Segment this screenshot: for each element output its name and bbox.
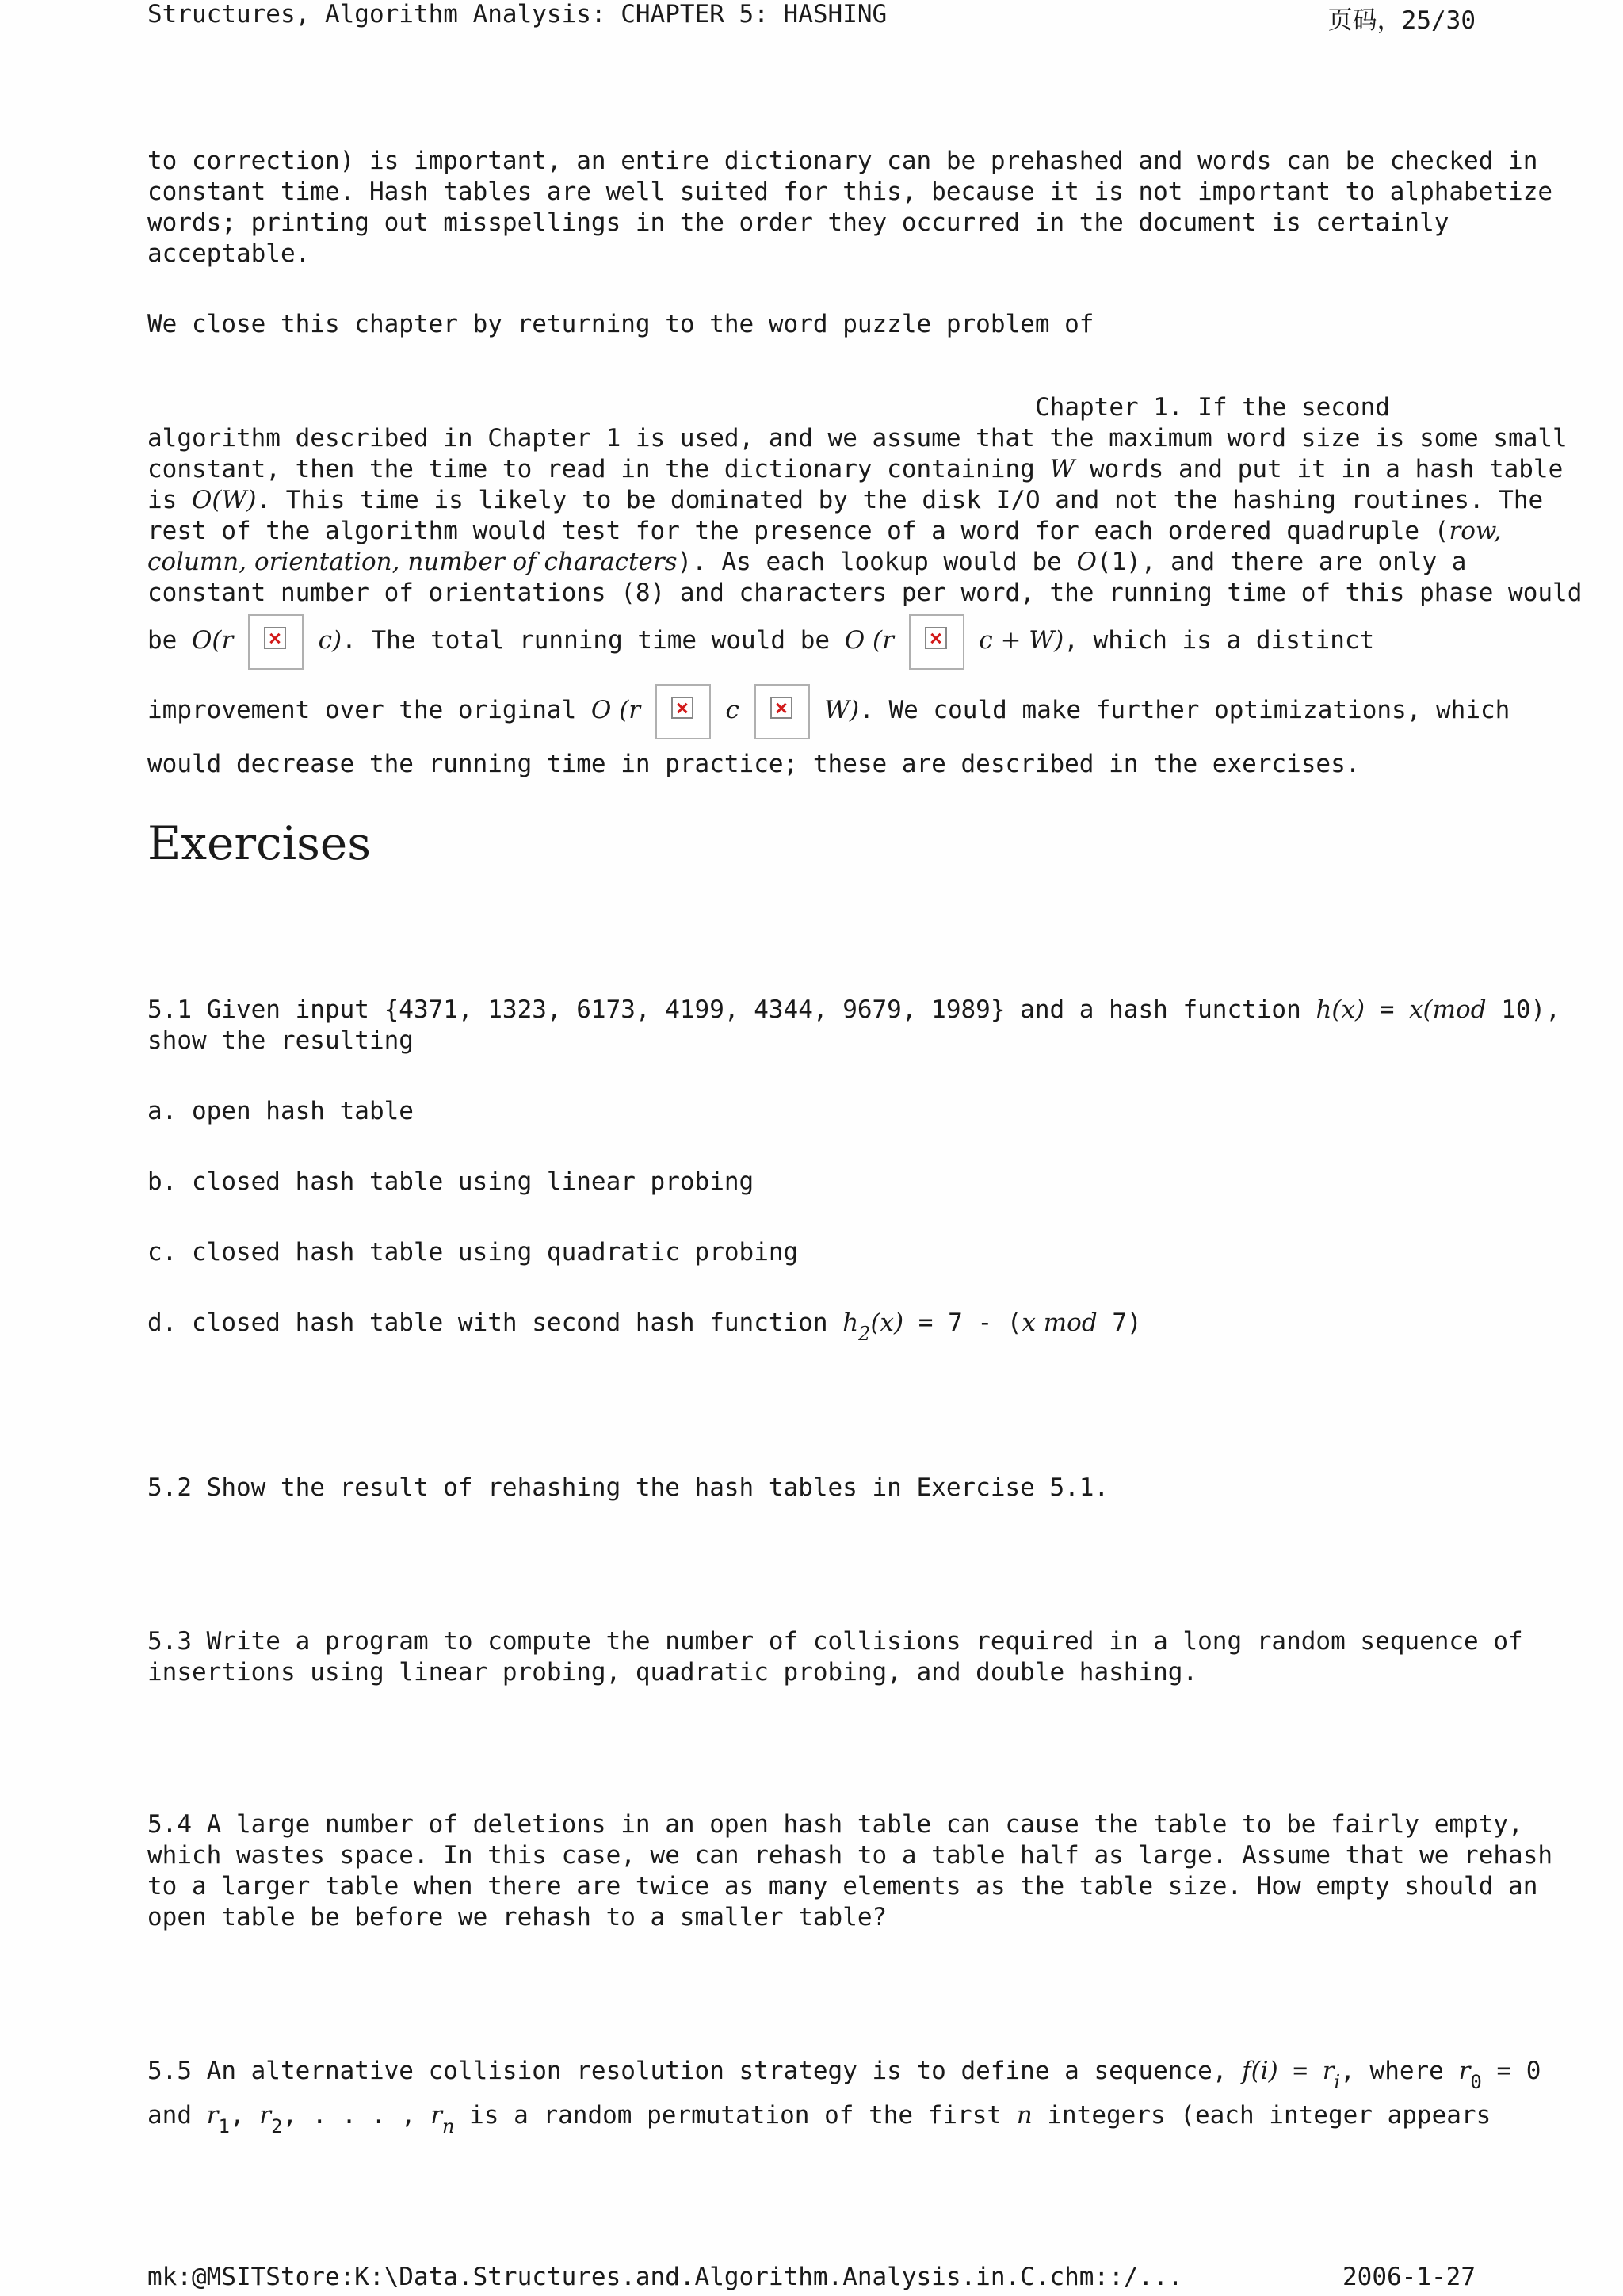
text-span: . We could make further optimizations, which xyxy=(859,696,1510,724)
text-line xyxy=(147,678,1510,742)
math-expr: c) xyxy=(318,626,342,655)
broken-image-icon xyxy=(754,684,810,739)
math-var: O xyxy=(1076,548,1097,576)
exercise-5-3: 5.3 Write a program to compute the number of collisions required in a long random sequence of xyxy=(147,1627,1523,1656)
exercise-option-b: b. closed hash table using linear probing xyxy=(147,1167,754,1196)
text-span: 7) xyxy=(1097,1308,1142,1337)
math-var: r xyxy=(206,2101,219,2130)
math-var: c xyxy=(725,696,739,724)
math-expr: O(W) xyxy=(192,486,257,514)
math-expr: f(i) xyxy=(1242,2057,1278,2085)
text-span: . This time is likely to be dominated by the disk I/O and not the hashing routines. The xyxy=(256,486,1544,514)
math-var: r xyxy=(1458,2057,1471,2085)
text-span: = 7 - ( xyxy=(903,1308,1022,1337)
text-line: acceptable. xyxy=(147,239,311,268)
exercise-option-a: a. open hash table xyxy=(147,1097,414,1125)
text-span: words and put it in a hash table xyxy=(1075,455,1564,483)
text-span: (1), and there are only a xyxy=(1096,548,1467,576)
math-subscript: 2 xyxy=(858,1323,871,1345)
math-expr: row, xyxy=(1449,517,1502,545)
text-span: , xyxy=(229,2101,260,2130)
exercise-5-4: 5.4 A large number of deletions in an open hash table can cause the table to be fairly empty, xyxy=(147,1810,1523,1839)
footer-date: 2006-1-27 xyxy=(1342,2263,1476,2291)
math-expr: h(x) xyxy=(1316,995,1365,1024)
exercise-5-2: 5.2 Show the result of rehashing the hash tables in Exercise 5.1. xyxy=(147,1473,1109,1502)
text-span: improvement over the original xyxy=(147,696,591,724)
text-span: and xyxy=(147,2101,207,2130)
text-line: to correction) is important, an entire dictionary can be prehashed and words can be checked in xyxy=(147,147,1538,175)
text-span: integers (each integer appears xyxy=(1032,2101,1491,2130)
text-span: 5.5 An alternative collision resolution strategy is to define a sequence, xyxy=(147,2057,1243,2085)
text-line xyxy=(147,454,1563,485)
math-expr: x(mod xyxy=(1409,995,1487,1024)
math-expr: O (r xyxy=(590,696,641,724)
text-line: to a larger table when there are twice as many elements as the table size. How empty should an xyxy=(147,1872,1538,1901)
exercise-option-c: c. closed hash table using quadratic probing xyxy=(147,1238,799,1266)
exercise-5-5 xyxy=(147,2056,1541,2093)
text-line: constant number of orientations (8) and characters per word, the running time of this phase would xyxy=(147,579,1583,607)
text-span: , where xyxy=(1340,2057,1459,2085)
math-expr: (x) xyxy=(870,1308,904,1337)
text-line: open table be before we rehash to a smaller table? xyxy=(147,1903,888,1931)
text-line xyxy=(147,2100,1491,2137)
text-span: . The total running time would be xyxy=(342,626,845,655)
text-span: = xyxy=(1277,2057,1323,2085)
text-line: which wastes space. In this case, we can rehash to a table half as large. Assume that we rehash xyxy=(147,1841,1553,1870)
math-var: r xyxy=(259,2101,272,2130)
broken-image-icon xyxy=(909,614,964,670)
text-line xyxy=(147,609,1374,672)
text-span: , which is a distinct xyxy=(1064,626,1375,655)
text-span: = 0 xyxy=(1481,2057,1541,2085)
text-line xyxy=(147,485,1543,516)
math-expr: x mod xyxy=(1022,1308,1098,1337)
text-span: is xyxy=(147,486,192,514)
text-span: d. closed hash table with second hash function xyxy=(147,1308,843,1337)
broken-image-icon xyxy=(248,614,304,670)
exercise-option-d xyxy=(147,1308,1142,1345)
math-var: W xyxy=(1049,455,1075,483)
text-line xyxy=(147,516,1502,547)
text-span: be xyxy=(147,626,192,655)
math-subscript: 2 xyxy=(271,2115,283,2137)
text-line: words; printing out misspellings in the order they occurred in the document is certainly xyxy=(147,208,1449,237)
text-line: insertions using linear probing, quadratic probing, and double hashing. xyxy=(147,1658,1198,1687)
math-subscript: i xyxy=(1334,2071,1341,2093)
header-title: Structures, Algorithm Analysis: CHAPTER 5: HASHING xyxy=(147,0,888,29)
math-var: n xyxy=(1016,2101,1033,2130)
math-subscript: 0 xyxy=(1470,2071,1482,2093)
text-span: rest of the algorithm would test for the presence of a word for each ordered quadruple ( xyxy=(147,517,1449,545)
text-line: would decrease the running time in practice; these are described in the exercises. xyxy=(147,750,1361,778)
text-line: show the resulting xyxy=(147,1026,414,1055)
text-span: is a random permutation of the first xyxy=(454,2101,1017,2130)
math-expr: column, orientation, number of characters xyxy=(147,548,678,576)
text-span: 10), xyxy=(1486,995,1560,1024)
math-var: r xyxy=(430,2101,443,2130)
math-expr: c + W) xyxy=(979,626,1064,655)
text-span: 5.1 Given input {4371, 1323, 6173, 4199, 4344, 9679, 1989} and a hash function xyxy=(147,995,1316,1024)
section-heading: Exercises xyxy=(147,816,371,870)
text-line: Chapter 1. If the second xyxy=(1035,393,1390,422)
text-span: constant, then the time to read in the dictionary containing xyxy=(147,455,1050,483)
footer-path: mk:@MSITStore:K:\Data.Structures.and.Algorithm.Analysis.in.C.chm::/... xyxy=(147,2263,1183,2291)
text-span: = xyxy=(1365,995,1410,1024)
text-line: We close this chapter by returning to the word puzzle problem of xyxy=(147,310,1094,338)
math-expr: O(r xyxy=(192,626,234,655)
page-number: 页码，25/30 xyxy=(1327,6,1476,35)
math-subscript: 1 xyxy=(218,2115,230,2137)
math-expr: O (r xyxy=(844,626,894,655)
text-span: ). As each lookup would be xyxy=(677,548,1077,576)
math-var: h xyxy=(842,1308,859,1337)
broken-image-icon xyxy=(655,684,711,739)
text-line: algorithm described in Chapter 1 is used, and we assume that the maximum word size is some small xyxy=(147,424,1568,453)
exercise-5-1 xyxy=(147,995,1560,1026)
math-expr: W) xyxy=(824,696,860,724)
text-line: constant time. Hash tables are well suited for this, because it is not important to alphabetize xyxy=(147,178,1553,206)
math-subscript: n xyxy=(442,2115,455,2137)
math-var: r xyxy=(1322,2057,1335,2085)
text-span: , . . . , xyxy=(282,2101,431,2130)
text-line xyxy=(147,547,1466,578)
